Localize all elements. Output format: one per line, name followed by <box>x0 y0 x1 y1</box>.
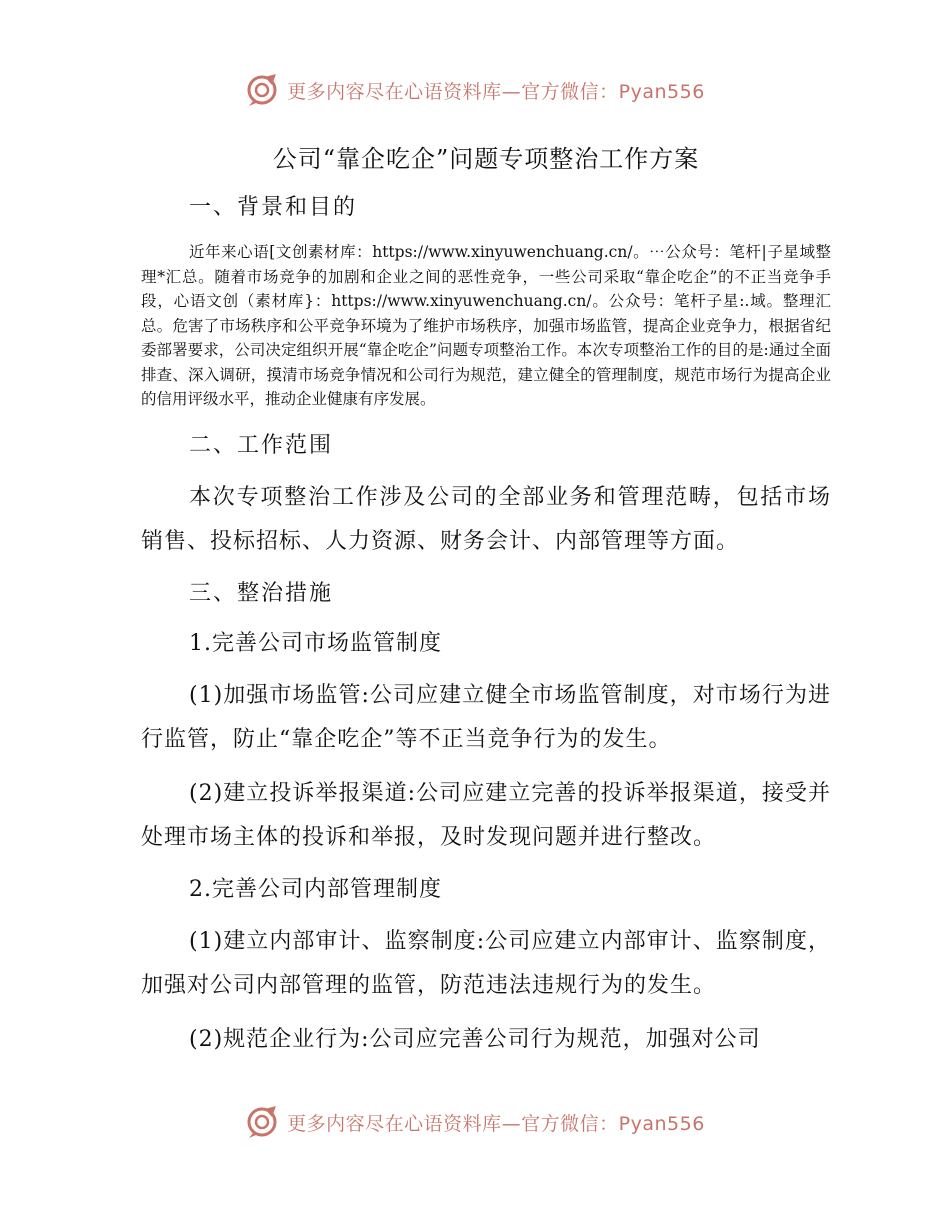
measure-item: (2)规范企业行为:公司应完善公司行为规范，加强对公司 <box>189 1026 761 1052</box>
measure-item: (1)建立内部审计、监察制度:公司应建立内部审计、监察制度，加强对公司内部管理的监管，防范违法违规行为的发生。 <box>141 928 831 998</box>
footer-banner <box>0 1102 950 1142</box>
background-paragraph: 近年来心语[文创素材库：https://www.xinyuwenchuang.cn/。⋯公众号：笔杆|子星域整理*汇总。随着市场竞争的加剧和企业之间的恶性竞争，一些公司采取“靠企吃企”的不正当竞争手段，心语文创（素材库}：https://www.xinyuwenchuang.cn/。公众号：笔杆子星:.域。整理汇总。危害了市场秩序和公平竞争环境为了维护市场秩序，加强市场监管，提高企业竞争力，根据省纪委部署要求，公司决定组织开展“靠企吃企”问题专项整治工作。本次专项整治工作的目的是:通过全面排查、深入调研，摸清市场竞争情况和公司行为规范，建立健全的管理制度，规范市场行为提高企业的信用评级水平，推动企业健康有序发展。 <box>141 243 831 408</box>
subsection-title-market: 1.完善公司市场监管制度 <box>189 630 442 656</box>
section-heading-scope: 二、工作范围 <box>189 432 334 458</box>
section-heading-measures: 三、整治措施 <box>189 580 334 606</box>
measure-item: (2)建立投诉举报渠道:公司应建立完善的投诉举报渠道，接受并处理市场主体的投诉和举报，及时发现问题并进行整改。 <box>141 780 831 850</box>
pen-logo-icon <box>245 1105 279 1139</box>
header-banner <box>0 70 950 110</box>
measure-item: (1)加强市场监管:公司应建立健全市场监管制度，对市场行为进行监管，防止“靠企吃企”等不正当竞争行为的发生。 <box>141 682 831 752</box>
banner-text: 更多内容尽在心语资料库—官方微信：Pyan556 <box>287 1112 705 1135</box>
document-body <box>141 138 831 1062</box>
subsection-title-internal: 2.完善公司内部管理制度 <box>189 876 442 902</box>
scope-paragraph: 本次专项整治工作涉及公司的全部业务和管理范畴，包括市场销售、投标招标、人力资源、财务会计、内部管理等方面。 <box>141 484 831 554</box>
document-title: 公司“靠企吃企”问题专项整治工作方案 <box>272 145 700 173</box>
pen-logo-icon <box>245 73 279 107</box>
banner-text: 更多内容尽在心语资料库—官方微信：Pyan556 <box>287 80 705 103</box>
section-heading-background: 一、背景和目的 <box>189 195 358 220</box>
